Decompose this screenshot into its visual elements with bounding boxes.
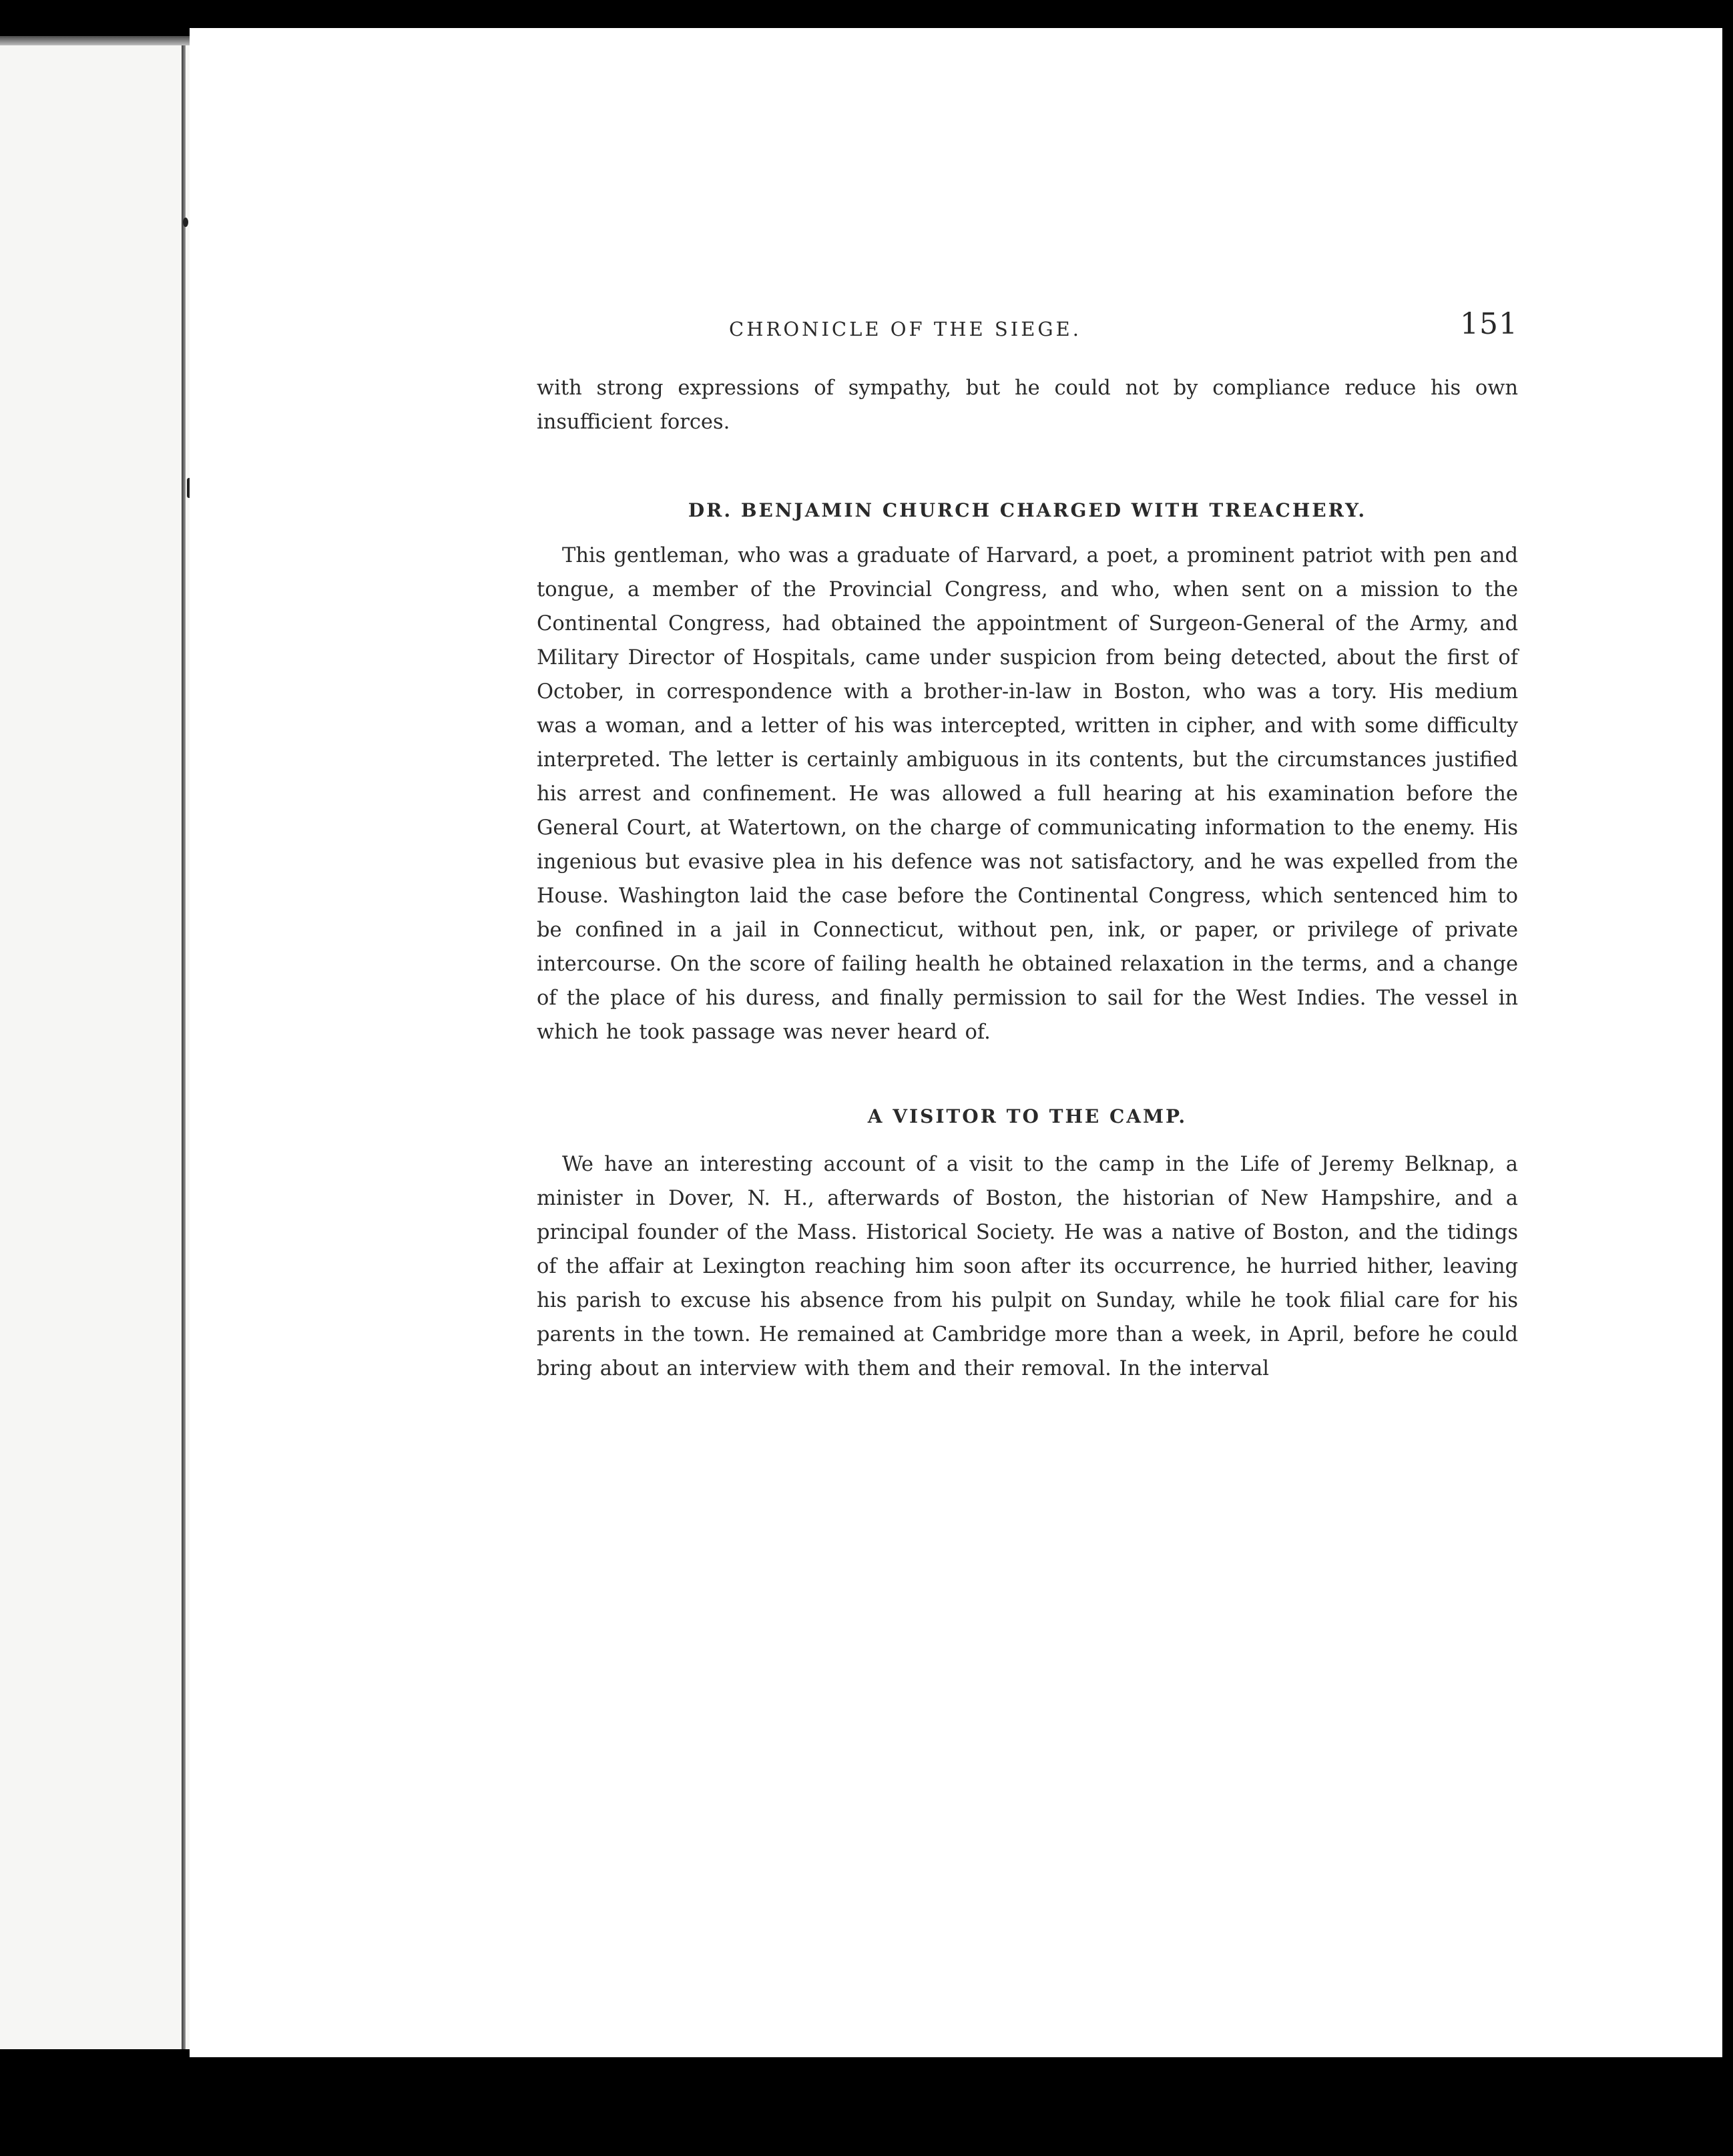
running-head-title: CHRONICLE OF THE SIEGE. [729,318,1081,340]
section-heading-church: DR. BENJAMIN CHURCH CHARGED WITH TREACHERY. [688,499,1367,521]
page-number: 151 [1460,307,1518,341]
book-page [190,28,1722,2057]
section-body-church: This gentleman, who was a graduate of Harvard, a poet, a prominent patriot with pen and tongue, a member of the Provincial Congress, and who, when sent on a mission to the Continental Congress, had obtained the appointment of Surgeon-General of the Army, and Military Director of Hospitals, came under suspicion from being detected, about the first of October, in correspondence with a brother-in-law in Boston, who was a tory. His medium was a woman, and a letter of his was intercepted, written in cipher, and with some difficulty interpreted. The letter is certainly ambiguous in its contents, but the circumstances justified his arrest and confinement. He was allowed a full hearing at his examination before the General Court, at Watertown, on the charge of communicating information to the enemy. His ingenious but evasive plea in his defence was not satisfactory, and he was expelled from the House. Washington laid the case before the Continental Congress, which sentenced him to be confined in a jail in Connecticut, without pen, ink, or paper, or privilege of private intercourse. On the score of failing health he obtained relaxation in the terms, and a change of the place of his duress, and finally permission to sail for the West Indies. The vessel in which he took passage was never heard of. [537,544,1518,1044]
page-fold-shadow [182,40,186,2049]
section-heading-visitor: A VISITOR TO THE CAMP. [867,1105,1188,1127]
page-text-block [537,295,1518,1386]
scan-speck [183,218,188,227]
continued-paragraph: with strong expressions of sympathy, but he could not by compliance reduce his own insufficient forces. [537,376,1518,434]
section-body-visitor: We have an interesting account of a visit to the camp in the Life of Jeremy Belknap, a minister in Dover, N. H., afterwards of Boston, the historian of New Hampshire, and a principal founder of the Mass. Historical Society. He was a native of Boston, and the tidings of the affair at Lexington reaching him soon after its occurrence, he hurried hither, leaving his parish to excuse his absence from his pulpit on Sunday, while he took filial care for his parents in the town. He remained at Cambridge more than a week, in April, before he could bring about an interview with them and their removal. In the interval [537,1153,1518,1380]
running-head [537,295,1518,348]
previous-page-edge [0,40,200,2049]
